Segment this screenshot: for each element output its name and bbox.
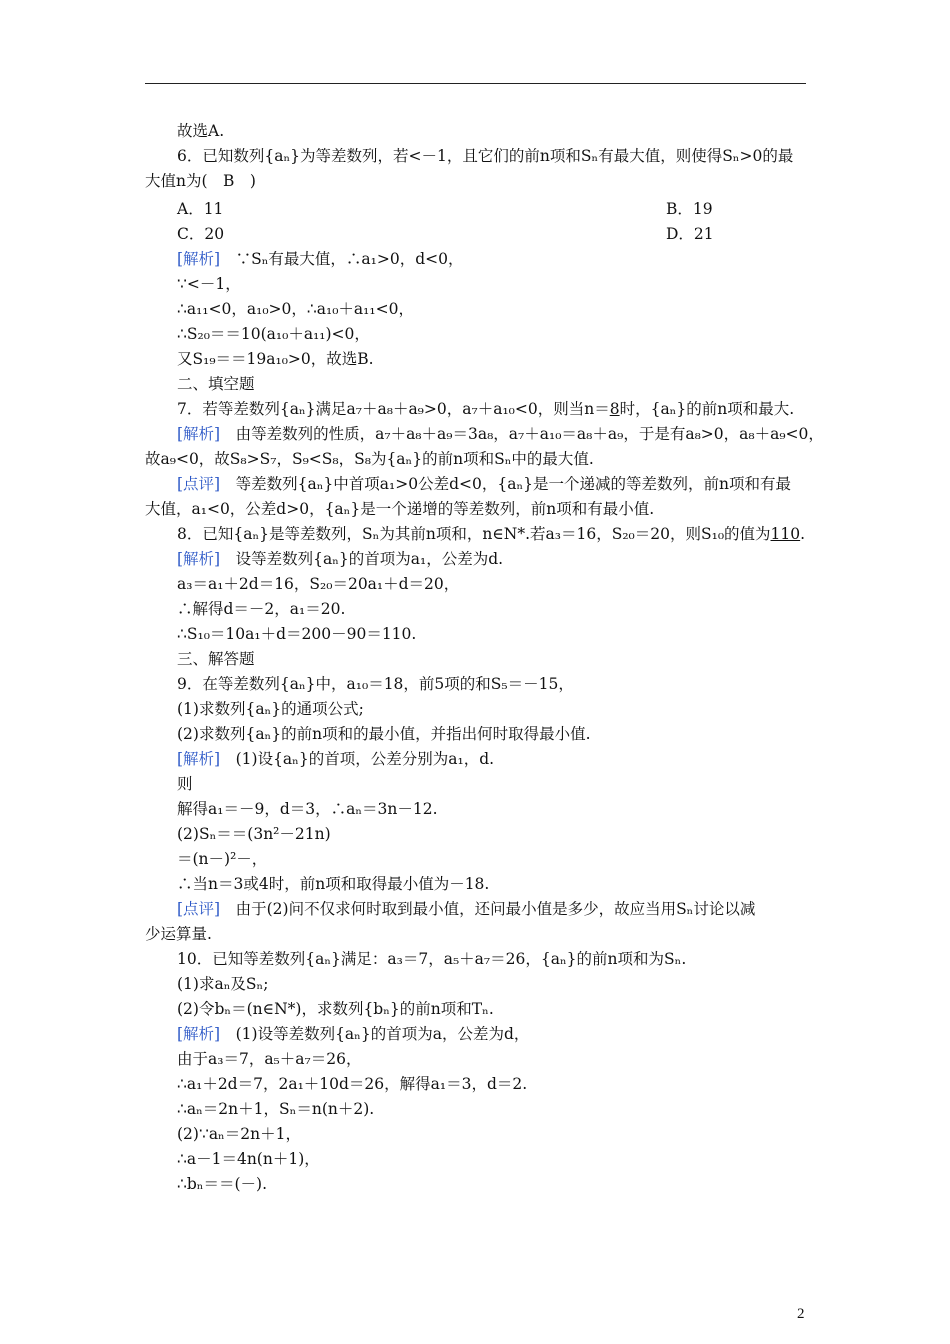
analysis-line: [解析] (1)设等差数列{aₙ}的首项为a，公差为d， <box>177 1025 530 1043</box>
text-line: ∴S₁₀＝10a₁＋d＝200－90＝110. <box>177 625 417 643</box>
text-line: 又S₁₉＝＝19a₁₀>0，故选B. <box>177 350 374 368</box>
text-line: ∴当n＝3或4时，前n项和取得最小值为－18. <box>177 875 490 893</box>
question-10: 10．已知等差数列{aₙ}满足：a₃＝7，a₅＋a₇＝26，{aₙ}的前n项和为Sₙ. <box>177 950 687 968</box>
text-line: ＝(n－)²－， <box>177 850 268 868</box>
comment-line: [点评] 等差数列{aₙ}中首项a₁>0公差d<0，{aₙ}是一个递减的等差数列，前n项和有最 <box>177 475 792 493</box>
text-line: ∴bₙ＝＝(－). <box>177 1175 268 1193</box>
option-b: B．19 <box>666 200 713 218</box>
option-c: C．20 <box>177 225 225 243</box>
text-line: (2)∵aₙ＝2n＋1， <box>177 1125 301 1143</box>
text-line: 解得a₁＝－9，d＝3，∴aₙ＝3n－12. <box>177 800 438 818</box>
text-line: 故a₉<0，故S₈>S₇，S₉<S₈，S₈为{aₙ}的前n项和Sₙ中的最大值. <box>145 450 594 468</box>
question-9: 9．在等差数列{aₙ}中，a₁₀＝18，前5项的和S₅＝－15， <box>177 675 574 693</box>
text-line: (1)求aₙ及Sₙ; <box>177 975 269 993</box>
analysis-tag: [解析] <box>177 1025 221 1043</box>
option-d: D．21 <box>666 225 714 243</box>
question-7: 7．若等差数列{aₙ}满足a₇＋a₈＋a₉>0，a₇＋a₁₀<0，则当n＝8时，{aₙ}的前n项和最大. <box>177 400 795 418</box>
answer-blank: 8 <box>609 400 620 418</box>
text-line: 大值，a₁<0，公差d>0，{aₙ}是一个递增的等差数列，前n项和有最小值. <box>145 500 655 518</box>
page-number: 2 <box>797 1306 805 1322</box>
text-line: ∴aₙ＝2n＋1，Sₙ＝n(n＋2). <box>177 1100 375 1118</box>
analysis-line: [解析] (1)设{aₙ}的首项，公差分别为a₁，d. <box>177 750 495 768</box>
options-row <box>177 199 797 219</box>
text-line: a₃＝a₁＋2d＝16，S₂₀＝20a₁＋d＝20， <box>177 575 460 593</box>
text-line: ∴a－1＝4n(n＋1)， <box>177 1150 320 1168</box>
section-heading: 二、填空题 <box>177 375 255 393</box>
text-line: 故选A. <box>177 122 225 140</box>
analysis-tag: [解析] <box>177 425 221 443</box>
text-line: ∴a₁₁<0，a₁₀>0，∴a₁₀＋a₁₁<0， <box>177 300 414 318</box>
text-line: ∵<－1， <box>177 275 241 293</box>
text-line: 少运算量. <box>145 925 212 943</box>
question-6: 6．已知数列{aₙ}为等差数列，若<－1，且它们的前n项和Sₙ有最大值，则使得Sₙ>0的最 <box>177 147 794 165</box>
comment-line: [点评] 由于(2)问不仅求何时取到最小值，还问最小值是多少，故应当用Sₙ讨论以减 <box>177 900 756 918</box>
options-row <box>177 224 797 244</box>
analysis-tag: [解析] <box>177 750 221 768</box>
comment-tag: [点评] <box>177 475 221 493</box>
text-line: (2)Sₙ＝＝(3n²－21n) <box>177 825 331 843</box>
answer-blank: 110 <box>770 525 801 543</box>
text-line: (2)求数列{aₙ}的前n项和的最小值，并指出何时取得最小值. <box>177 725 591 743</box>
text-line: ∴a₁＋2d＝7，2a₁＋10d＝26，解得a₁＝3，d＝2. <box>177 1075 528 1093</box>
comment-tag: [点评] <box>177 900 221 918</box>
text-line: (2)令bₙ＝(n∈N*)，求数列{bₙ}的前n项和Tₙ. <box>177 1000 494 1018</box>
question-8: 8．已知{aₙ}是等差数列，Sₙ为其前n项和，n∈N*.若a₃＝16，S₂₀＝20，则S₁₀的值为110. <box>177 525 806 543</box>
text-line: ∴S₂₀＝＝10(a₁₀＋a₁₁)<0， <box>177 325 370 343</box>
text-line: (1)求数列{aₙ}的通项公式; <box>177 700 364 718</box>
text-line: 则 <box>177 775 193 793</box>
text-line: ∴解得d＝－2，a₁＝20. <box>177 600 346 618</box>
text-line: 大值n为( B ) <box>145 172 256 190</box>
header-rule <box>145 83 806 84</box>
analysis-line: [解析] ∵Sₙ有最大值，∴a₁>0，d<0， <box>177 250 464 268</box>
analysis-line: [解析] 由等差数列的性质，a₇＋a₈＋a₉＝3a₈，a₇＋a₁₀＝a₈＋a₉，于是有a₈>0，a₈＋a₉<0， <box>177 425 824 443</box>
analysis-tag: [解析] <box>177 250 221 268</box>
analysis-line: [解析] 设等差数列{aₙ}的首项为a₁，公差为d. <box>177 550 504 568</box>
section-heading: 三、解答题 <box>177 650 255 668</box>
option-a: A．11 <box>177 200 224 218</box>
analysis-tag: [解析] <box>177 550 221 568</box>
text-line: 由于a₃＝7，a₅＋a₇＝26， <box>177 1050 362 1068</box>
